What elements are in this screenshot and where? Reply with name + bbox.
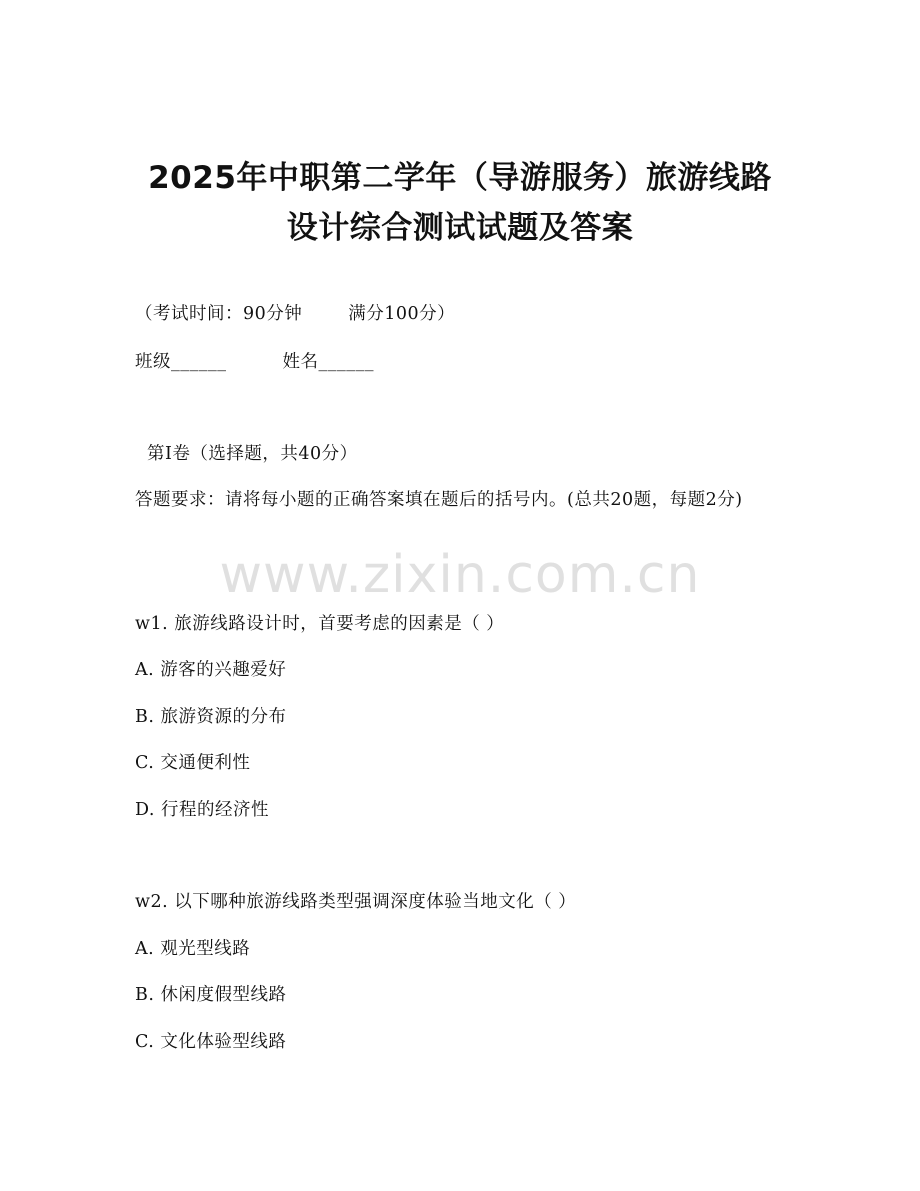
question-option: C. 文化体验型线路 bbox=[135, 1032, 287, 1052]
question-option: A. 观光型线路 bbox=[135, 939, 251, 959]
question-stem: w2. 以下哪种旅游线路类型强调深度体验当地文化（ ） bbox=[135, 892, 577, 912]
document-title-line-1: 2025年中职第二学年（导游服务）旅游线路 bbox=[148, 160, 772, 196]
document-title-line-2: 设计综合测试试题及答案 bbox=[286, 210, 634, 246]
question-option: A. 游客的兴趣爱好 bbox=[135, 660, 287, 680]
class-field: 班级______ bbox=[135, 352, 227, 372]
full-score: 满分100分） bbox=[348, 304, 456, 324]
exam-info bbox=[135, 302, 455, 326]
watermark: www.zixin.com.cn bbox=[219, 545, 701, 605]
section-heading: 第I卷（选择题，共40分） bbox=[147, 444, 358, 464]
question-option: B. 旅游资源的分布 bbox=[135, 707, 287, 727]
question-option: B. 休闲度假型线路 bbox=[135, 985, 287, 1005]
question-option: C. 交通便利性 bbox=[135, 753, 251, 773]
exam-time: （考试时间：90分钟 bbox=[135, 304, 303, 324]
answer-instructions: 答题要求：请将每小题的正确答案填在题后的括号内。(总共20题，每题2分) bbox=[135, 490, 743, 510]
question-option: D. 行程的经济性 bbox=[135, 800, 270, 820]
name-field: 姓名______ bbox=[282, 352, 374, 372]
student-info bbox=[135, 350, 374, 374]
question-stem: w1. 旅游线路设计时，首要考虑的因素是（ ） bbox=[135, 614, 505, 634]
